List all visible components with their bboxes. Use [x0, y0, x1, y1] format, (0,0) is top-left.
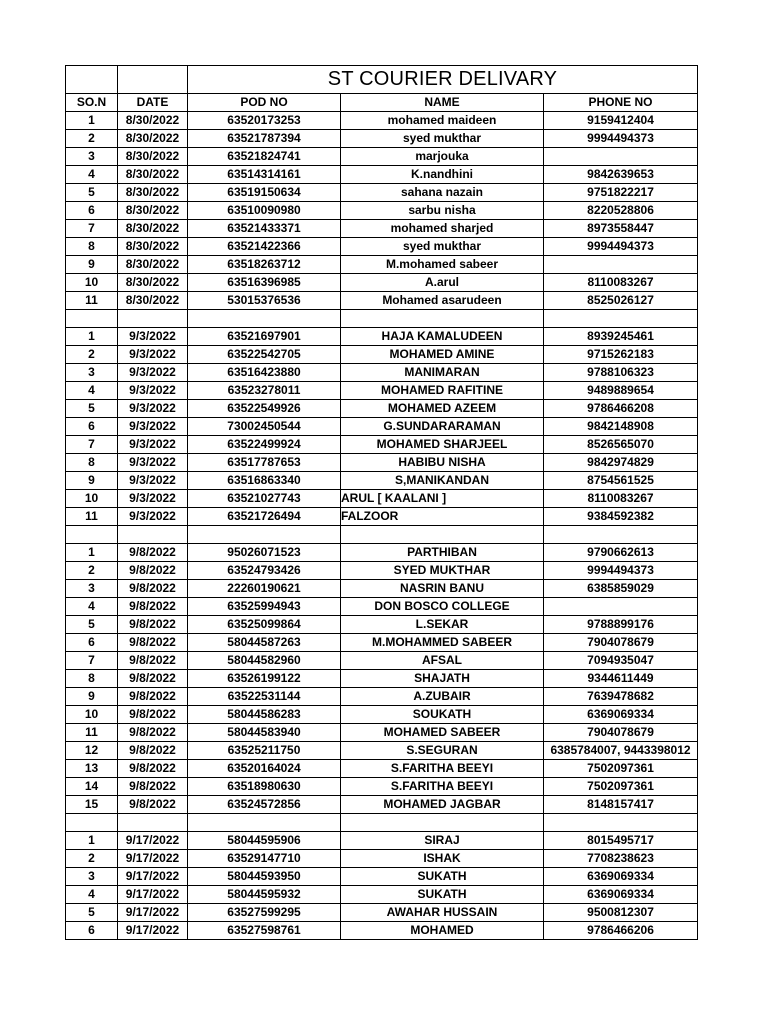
empty-cell [118, 310, 188, 328]
cell-phone: 9786466208 [544, 400, 698, 418]
table-row [66, 130, 698, 148]
cell-sno: 10 [66, 274, 118, 292]
cell-pod: 63514314161 [188, 166, 341, 184]
cell-phone: 7502097361 [544, 760, 698, 778]
cell-pod: 73002450544 [188, 418, 341, 436]
cell-sno: 2 [66, 562, 118, 580]
cell-date: 8/30/2022 [118, 202, 188, 220]
cell-pod: 95026071523 [188, 544, 341, 562]
cell-sno: 11 [66, 724, 118, 742]
cell-pod: 63529147710 [188, 850, 341, 868]
cell-date: 9/3/2022 [118, 472, 188, 490]
table-row [66, 508, 698, 526]
cell-name: NASRIN BANU [341, 580, 544, 598]
sheet-title: ST COURIER DELIVARY [188, 66, 698, 94]
cell-phone: 7904078679 [544, 634, 698, 652]
cell-sno: 5 [66, 184, 118, 202]
table-row [66, 850, 698, 868]
cell-date: 9/8/2022 [118, 706, 188, 724]
cell-name: HABIBU NISHA [341, 454, 544, 472]
cell-name: sarbu nisha [341, 202, 544, 220]
cell-date: 8/30/2022 [118, 184, 188, 202]
cell-name: S.SEGURAN [341, 742, 544, 760]
cell-date: 9/17/2022 [118, 850, 188, 868]
cell-phone: 9715262183 [544, 346, 698, 364]
cell-date: 9/8/2022 [118, 634, 188, 652]
cell-name: A.arul [341, 274, 544, 292]
cell-date: 9/17/2022 [118, 886, 188, 904]
cell-pod: 63518263712 [188, 256, 341, 274]
cell-sno: 4 [66, 382, 118, 400]
cell-name: S.FARITHA BEEYI [341, 760, 544, 778]
cell-pod: 63518980630 [188, 778, 341, 796]
cell-date: 9/8/2022 [118, 580, 188, 598]
cell-name: M.MOHAMMED SABEER [341, 634, 544, 652]
empty-cell [544, 814, 698, 832]
cell-pod: 63521027743 [188, 490, 341, 508]
cell-phone: 6385859029 [544, 580, 698, 598]
empty-cell [341, 310, 544, 328]
cell-phone [544, 598, 698, 616]
cell-sno: 8 [66, 454, 118, 472]
cell-phone: 8754561525 [544, 472, 698, 490]
cell-pod: 63522542705 [188, 346, 341, 364]
cell-sno: 4 [66, 166, 118, 184]
table-row [66, 328, 698, 346]
cell-pod: 63519150634 [188, 184, 341, 202]
table-row [66, 346, 698, 364]
cell-pod: 63522499924 [188, 436, 341, 454]
cell-sno: 13 [66, 760, 118, 778]
table-row [66, 598, 698, 616]
table-row [66, 652, 698, 670]
header-sno: SO.N [66, 94, 118, 112]
cell-sno: 5 [66, 904, 118, 922]
cell-date: 8/30/2022 [118, 238, 188, 256]
table-row [66, 472, 698, 490]
cell-phone: 9788106323 [544, 364, 698, 382]
table-row [66, 148, 698, 166]
cell-name: MOHAMED RAFITINE [341, 382, 544, 400]
table-row [66, 418, 698, 436]
cell-name: marjouka [341, 148, 544, 166]
cell-sno: 8 [66, 670, 118, 688]
table-row [66, 544, 698, 562]
cell-date: 9/3/2022 [118, 490, 188, 508]
cell-pod: 63521433371 [188, 220, 341, 238]
cell-name: syed mukthar [341, 130, 544, 148]
cell-date: 8/30/2022 [118, 130, 188, 148]
cell-name: HAJA KAMALUDEEN [341, 328, 544, 346]
cell-name: K.nandhini [341, 166, 544, 184]
cell-date: 9/3/2022 [118, 454, 188, 472]
cell-sno: 3 [66, 364, 118, 382]
cell-date: 9/8/2022 [118, 796, 188, 814]
cell-pod: 63521787394 [188, 130, 341, 148]
cell-name: MOHAMED [341, 922, 544, 940]
cell-date: 9/3/2022 [118, 382, 188, 400]
cell-phone: 9489889654 [544, 382, 698, 400]
cell-name: MOHAMED AMINE [341, 346, 544, 364]
table-row [66, 868, 698, 886]
cell-phone: 9159412404 [544, 112, 698, 130]
empty-cell [66, 310, 118, 328]
empty-cell [188, 310, 341, 328]
cell-sno: 14 [66, 778, 118, 796]
cell-name: Mohamed asarudeen [341, 292, 544, 310]
cell-name: MANIMARAN [341, 364, 544, 382]
cell-date: 9/17/2022 [118, 922, 188, 940]
cell-phone: 9500812307 [544, 904, 698, 922]
cell-sno: 6 [66, 922, 118, 940]
cell-name: MOHAMED SHARJEEL [341, 436, 544, 454]
separator-row [66, 814, 698, 832]
cell-name: PARTHIBAN [341, 544, 544, 562]
table-row [66, 400, 698, 418]
cell-phone: 9751822217 [544, 184, 698, 202]
cell-name: G.SUNDARARAMAN [341, 418, 544, 436]
cell-pod: 58044586283 [188, 706, 341, 724]
cell-date: 8/30/2022 [118, 166, 188, 184]
cell-pod: 63523278011 [188, 382, 341, 400]
table-row [66, 760, 698, 778]
cell-name: mohamed maideen [341, 112, 544, 130]
cell-phone: 8148157417 [544, 796, 698, 814]
cell-sno: 3 [66, 868, 118, 886]
cell-name: sahana nazain [341, 184, 544, 202]
cell-pod: 58044587263 [188, 634, 341, 652]
cell-date: 9/17/2022 [118, 904, 188, 922]
cell-date: 9/8/2022 [118, 742, 188, 760]
cell-pod: 63524572856 [188, 796, 341, 814]
cell-date: 8/30/2022 [118, 292, 188, 310]
cell-phone: 9842148908 [544, 418, 698, 436]
table-row [66, 184, 698, 202]
cell-sno: 10 [66, 490, 118, 508]
empty-cell [188, 814, 341, 832]
cell-name: DON BOSCO COLLEGE [341, 598, 544, 616]
table-row [66, 112, 698, 130]
cell-pod: 58044593950 [188, 868, 341, 886]
table-row [66, 796, 698, 814]
table-row [66, 436, 698, 454]
cell-phone: 7094935047 [544, 652, 698, 670]
cell-sno: 5 [66, 400, 118, 418]
delivery-table [65, 65, 698, 940]
title-row [66, 66, 698, 94]
cell-date: 9/17/2022 [118, 868, 188, 886]
title-blank-cell [118, 66, 188, 94]
title-blank-cell [66, 66, 118, 94]
table-row [66, 922, 698, 940]
table-row [66, 688, 698, 706]
table-row [66, 832, 698, 850]
cell-phone: 9842974829 [544, 454, 698, 472]
cell-sno: 1 [66, 544, 118, 562]
cell-phone: 9786466206 [544, 922, 698, 940]
cell-sno: 3 [66, 148, 118, 166]
cell-pod: 63522531144 [188, 688, 341, 706]
empty-cell [544, 526, 698, 544]
cell-phone: 9994494373 [544, 562, 698, 580]
cell-phone: 8526565070 [544, 436, 698, 454]
cell-name: SUKATH [341, 868, 544, 886]
header-phone: PHONE NO [544, 94, 698, 112]
header-name: NAME [341, 94, 544, 112]
cell-date: 8/30/2022 [118, 256, 188, 274]
cell-sno: 12 [66, 742, 118, 760]
cell-sno: 1 [66, 328, 118, 346]
cell-name: mohamed sharjed [341, 220, 544, 238]
cell-sno: 2 [66, 850, 118, 868]
table-row [66, 580, 698, 598]
cell-name: ISHAK [341, 850, 544, 868]
cell-pod: 63516863340 [188, 472, 341, 490]
cell-phone: 7904078679 [544, 724, 698, 742]
cell-phone: 6369069334 [544, 886, 698, 904]
table-row [66, 616, 698, 634]
cell-name: FALZOOR [341, 508, 544, 526]
table-row [66, 670, 698, 688]
cell-sno: 2 [66, 346, 118, 364]
cell-sno: 4 [66, 886, 118, 904]
cell-phone: 6385784007, 9443398012 [544, 742, 698, 760]
cell-phone: 7639478682 [544, 688, 698, 706]
table-row [66, 778, 698, 796]
empty-cell [118, 526, 188, 544]
cell-date: 9/3/2022 [118, 418, 188, 436]
cell-name: MOHAMED SABEER [341, 724, 544, 742]
cell-sno: 11 [66, 292, 118, 310]
table-row [66, 292, 698, 310]
cell-sno: 7 [66, 220, 118, 238]
cell-pod: 63516423880 [188, 364, 341, 382]
cell-sno: 7 [66, 436, 118, 454]
cell-pod: 53015376536 [188, 292, 341, 310]
cell-phone: 8110083267 [544, 274, 698, 292]
table-row [66, 634, 698, 652]
cell-pod: 22260190621 [188, 580, 341, 598]
empty-cell [341, 526, 544, 544]
cell-date: 9/8/2022 [118, 778, 188, 796]
cell-pod: 63521422366 [188, 238, 341, 256]
cell-date: 9/8/2022 [118, 688, 188, 706]
table-row [66, 490, 698, 508]
cell-pod: 63525994943 [188, 598, 341, 616]
cell-sno: 6 [66, 418, 118, 436]
cell-name: S.FARITHA BEEYI [341, 778, 544, 796]
cell-name: AFSAL [341, 652, 544, 670]
cell-sno: 15 [66, 796, 118, 814]
table-row [66, 562, 698, 580]
table-row [66, 256, 698, 274]
cell-pod: 63516396985 [188, 274, 341, 292]
cell-date: 9/8/2022 [118, 724, 188, 742]
cell-phone: 7708238623 [544, 850, 698, 868]
cell-pod: 58044595906 [188, 832, 341, 850]
empty-cell [118, 814, 188, 832]
cell-phone: 9788899176 [544, 616, 698, 634]
cell-date: 9/3/2022 [118, 346, 188, 364]
cell-date: 8/30/2022 [118, 148, 188, 166]
cell-name: S,MANIKANDAN [341, 472, 544, 490]
cell-date: 9/8/2022 [118, 544, 188, 562]
cell-sno: 1 [66, 832, 118, 850]
cell-pod: 63527598761 [188, 922, 341, 940]
cell-name: SYED MUKTHAR [341, 562, 544, 580]
cell-name: SIRAJ [341, 832, 544, 850]
table-row [66, 202, 698, 220]
cell-date: 8/30/2022 [118, 274, 188, 292]
cell-phone: 9994494373 [544, 130, 698, 148]
cell-phone: 7502097361 [544, 778, 698, 796]
table-row [66, 220, 698, 238]
cell-pod: 63527599295 [188, 904, 341, 922]
cell-date: 9/8/2022 [118, 598, 188, 616]
cell-name: L.SEKAR [341, 616, 544, 634]
cell-pod: 63526199122 [188, 670, 341, 688]
cell-date: 9/3/2022 [118, 364, 188, 382]
cell-name: SUKATH [341, 886, 544, 904]
cell-sno: 4 [66, 598, 118, 616]
cell-date: 8/30/2022 [118, 220, 188, 238]
cell-pod: 63521824741 [188, 148, 341, 166]
cell-date: 9/3/2022 [118, 328, 188, 346]
cell-pod: 63520164024 [188, 760, 341, 778]
cell-date: 9/3/2022 [118, 436, 188, 454]
cell-pod: 58044595932 [188, 886, 341, 904]
header-date: DATE [118, 94, 188, 112]
cell-pod: 63525211750 [188, 742, 341, 760]
cell-phone: 9994494373 [544, 238, 698, 256]
header-row [66, 94, 698, 112]
table-row [66, 274, 698, 292]
table-row [66, 904, 698, 922]
cell-name: SOUKATH [341, 706, 544, 724]
table-row [66, 166, 698, 184]
empty-cell [66, 814, 118, 832]
table-row [66, 706, 698, 724]
separator-row [66, 310, 698, 328]
cell-phone [544, 148, 698, 166]
cell-phone: 9344611449 [544, 670, 698, 688]
cell-pod: 58044583940 [188, 724, 341, 742]
cell-sno: 9 [66, 256, 118, 274]
empty-cell [188, 526, 341, 544]
cell-date: 9/8/2022 [118, 616, 188, 634]
cell-name: AWAHAR HUSSAIN [341, 904, 544, 922]
cell-sno: 11 [66, 508, 118, 526]
cell-date: 9/17/2022 [118, 832, 188, 850]
table-row [66, 724, 698, 742]
cell-phone: 8525026127 [544, 292, 698, 310]
cell-sno: 9 [66, 472, 118, 490]
cell-phone: 8220528806 [544, 202, 698, 220]
cell-phone: 8973558447 [544, 220, 698, 238]
cell-name: ARUL [ KAALANI ] [341, 490, 544, 508]
cell-name: MOHAMED JAGBAR [341, 796, 544, 814]
cell-date: 9/8/2022 [118, 652, 188, 670]
cell-pod: 63521697901 [188, 328, 341, 346]
cell-phone: 9790662613 [544, 544, 698, 562]
cell-phone: 9842639653 [544, 166, 698, 184]
cell-name: A.ZUBAIR [341, 688, 544, 706]
cell-date: 8/30/2022 [118, 112, 188, 130]
cell-phone: 8939245461 [544, 328, 698, 346]
cell-name: syed mukthar [341, 238, 544, 256]
cell-pod: 63521726494 [188, 508, 341, 526]
cell-phone: 6369069334 [544, 868, 698, 886]
cell-phone: 9384592382 [544, 508, 698, 526]
cell-name: SHAJATH [341, 670, 544, 688]
cell-date: 9/8/2022 [118, 562, 188, 580]
table-row [66, 454, 698, 472]
cell-pod: 63522549926 [188, 400, 341, 418]
cell-phone [544, 256, 698, 274]
cell-sno: 7 [66, 652, 118, 670]
cell-date: 9/8/2022 [118, 760, 188, 778]
cell-sno: 8 [66, 238, 118, 256]
cell-date: 9/3/2022 [118, 508, 188, 526]
cell-pod: 63517787653 [188, 454, 341, 472]
cell-sno: 6 [66, 634, 118, 652]
cell-sno: 6 [66, 202, 118, 220]
table-row [66, 364, 698, 382]
table-row [66, 238, 698, 256]
empty-cell [66, 526, 118, 544]
cell-date: 9/3/2022 [118, 400, 188, 418]
cell-sno: 5 [66, 616, 118, 634]
cell-sno: 2 [66, 130, 118, 148]
table-body [66, 112, 698, 940]
separator-row [66, 526, 698, 544]
cell-pod: 63520173253 [188, 112, 341, 130]
empty-cell [544, 310, 698, 328]
cell-pod: 63510090980 [188, 202, 341, 220]
cell-phone: 8110083267 [544, 490, 698, 508]
table-row [66, 382, 698, 400]
cell-pod: 63524793426 [188, 562, 341, 580]
cell-phone: 6369069334 [544, 706, 698, 724]
cell-pod: 63525099864 [188, 616, 341, 634]
header-pod: POD NO [188, 94, 341, 112]
empty-cell [341, 814, 544, 832]
cell-name: M.mohamed sabeer [341, 256, 544, 274]
table-row [66, 886, 698, 904]
cell-sno: 3 [66, 580, 118, 598]
cell-date: 9/8/2022 [118, 670, 188, 688]
cell-pod: 58044582960 [188, 652, 341, 670]
cell-sno: 10 [66, 706, 118, 724]
cell-name: MOHAMED AZEEM [341, 400, 544, 418]
cell-phone: 8015495717 [544, 832, 698, 850]
cell-sno: 9 [66, 688, 118, 706]
table-row [66, 742, 698, 760]
cell-sno: 1 [66, 112, 118, 130]
